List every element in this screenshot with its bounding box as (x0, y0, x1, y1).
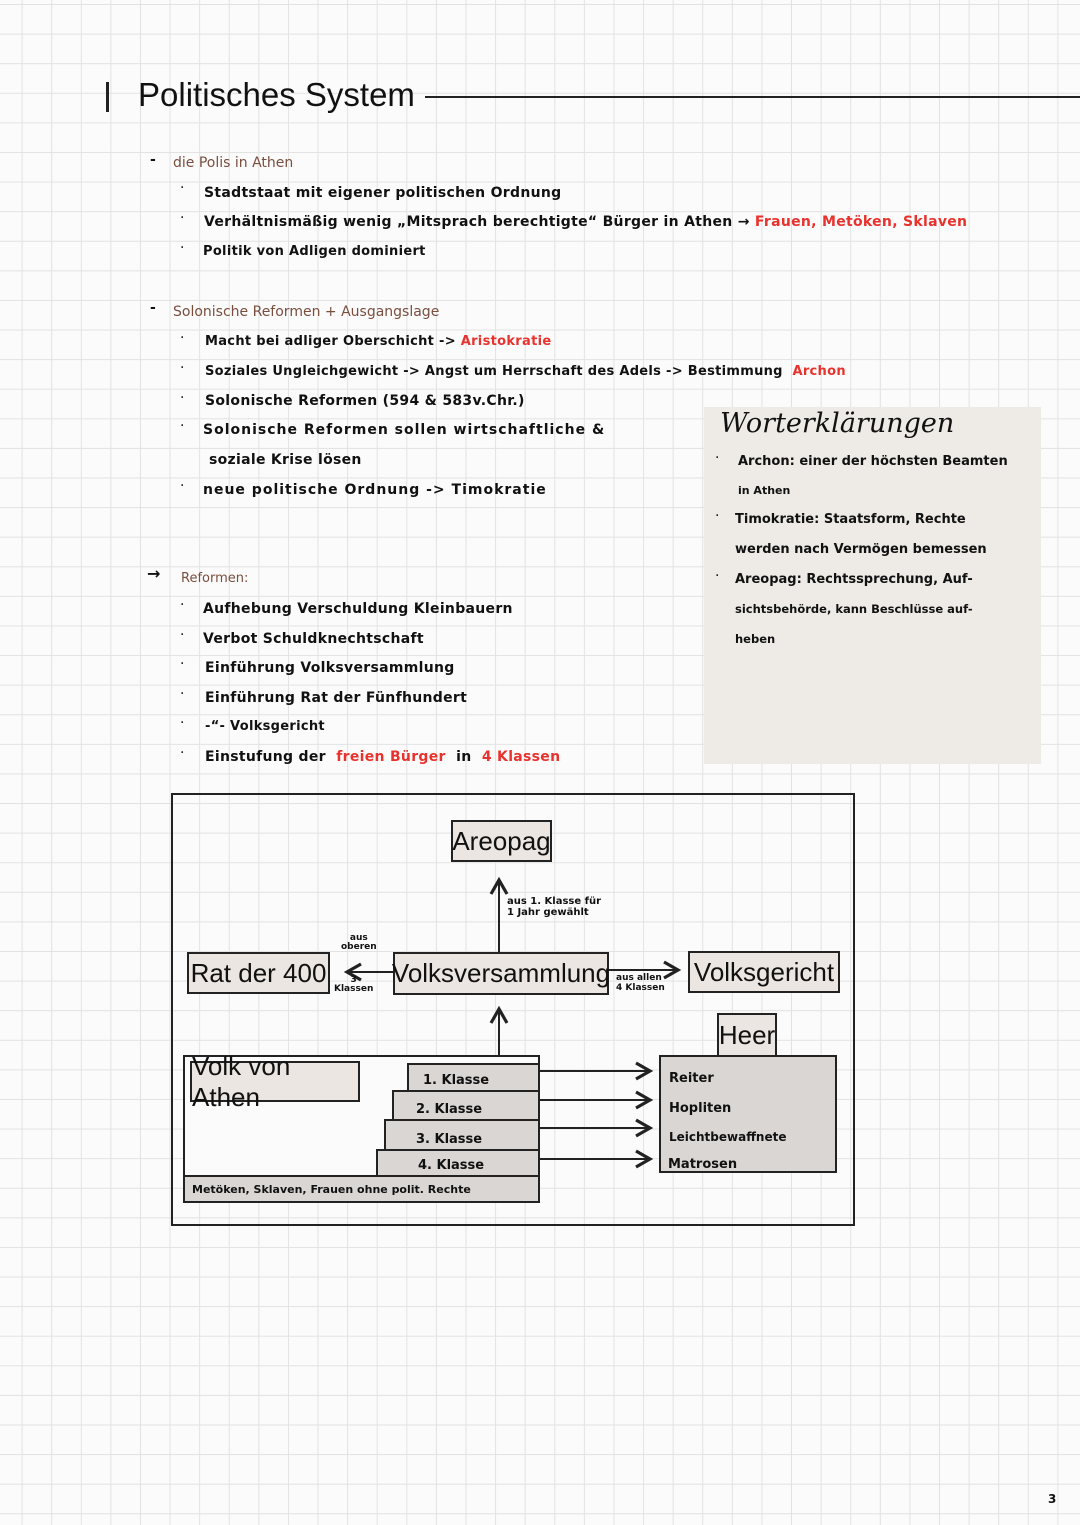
volksgericht-note: aus allen 4 Klassen (616, 973, 665, 993)
glossary-line: Timokratie: Staatsform, Rechte (735, 512, 966, 527)
heer-item: Leichtbewaffnete (669, 1130, 787, 1144)
areopag-box: Areopag (451, 820, 552, 862)
bullet: · (180, 627, 185, 643)
heer-item: Matrosen (668, 1157, 738, 1172)
list-item: Einführung Volksversammlung (205, 660, 455, 676)
glossary-line: heben (735, 632, 776, 646)
list-item: Politik von Adligen dominiert (203, 244, 426, 259)
bullet: · (715, 568, 720, 584)
bullet: · (180, 686, 185, 702)
list-item: Verbot Schuldknechtschaft (203, 631, 424, 647)
glossary-line: werden nach Vermögen bemessen (735, 542, 987, 557)
bullet: · (180, 180, 185, 196)
dash: - (150, 300, 157, 316)
bullet: · (180, 656, 185, 672)
section-heading-polis: die Polis in Athen (173, 155, 294, 171)
red-highlight: Frauen, Metöken, Sklaven (754, 214, 968, 230)
rat-note-top: aus oberen (341, 933, 377, 952)
glossary-line: Archon: einer der höchsten Beamten (738, 454, 1008, 469)
section-heading-reformen-list: Reformen: (181, 571, 249, 586)
bullet: · (715, 450, 720, 466)
page-number: 3 (1048, 1492, 1057, 1506)
bullet: · (715, 508, 720, 524)
bullet: · (180, 745, 185, 761)
list-item: Einführung Rat der Fünfhundert (205, 690, 468, 706)
list-item: Solonische Reformen (594 & 583v.Chr.) (205, 393, 525, 409)
bullet: · (180, 240, 185, 256)
volksversammlung-box: Volksversammlung (393, 952, 609, 995)
ohne-rechte-bar: Metöken, Sklaven, Frauen ohne polit. Rechte (183, 1175, 540, 1203)
list-item: Macht bei adliger Oberschicht -> Aristokratie (205, 334, 552, 349)
bullet: · (180, 597, 185, 613)
glossary-title: Worterklärungen (720, 408, 955, 439)
arrow-icon: → (147, 564, 161, 583)
bullet: · (180, 330, 185, 346)
dash: - (150, 152, 157, 168)
bullet: · (180, 360, 185, 376)
bullet: · (180, 210, 185, 226)
rat-note-bottom: 3 Klassen (334, 975, 374, 994)
klasse-3: 3. Klasse (384, 1119, 540, 1151)
klasse-2: 2. Klasse (392, 1090, 540, 1121)
rat-box: Rat der 400 (187, 952, 330, 994)
volk-box: Volk von Athen (190, 1061, 360, 1102)
list-item: Aufhebung Verschuldung Kleinbauern (203, 601, 513, 617)
page-title: Politisches System (138, 76, 415, 113)
list-item: Verhältnismäßig wenig „Mitsprach berechtigte“ Bürger in Athen → Frauen, Metöken, Sklaven (204, 214, 968, 230)
list-item: neue politische Ordnung -> Timokratie (203, 482, 547, 498)
bullet: · (180, 715, 185, 731)
glossary-line: sichtsbehörde, kann Beschlüsse auf- (735, 602, 973, 616)
klasse-4: 4. Klasse (376, 1149, 540, 1177)
list-item: Solonische Reformen sollen wirtschaftliche & (203, 422, 606, 438)
list-item: Stadtstaat mit eigener politischen Ordnung (204, 185, 562, 201)
bullet: · (180, 418, 185, 434)
list-item: Soziales Ungleichgewicht -> Angst um Herrschaft des Adels -> Bestimmung Archon (205, 364, 846, 379)
list-item: Einstufung der freien Bürger in 4 Klassen (205, 749, 561, 765)
list-item: -“- Volksgericht (205, 719, 325, 734)
heer-box: Heer (717, 1013, 777, 1057)
bullet: · (180, 390, 185, 406)
areopag-note: aus 1. Klasse für 1 Jahr gewählt (507, 896, 602, 918)
klasse-1: 1. Klasse (407, 1063, 540, 1092)
section-heading-reformen: Solonische Reformen + Ausgangslage (173, 304, 440, 320)
volksgericht-box: Volksgericht (688, 951, 840, 993)
heer-item: Hopliten (669, 1101, 732, 1116)
glossary-line: in Athen (738, 484, 791, 497)
list-item: soziale Krise lösen (209, 452, 362, 468)
bullet: · (180, 478, 185, 494)
glossary-line: Areopag: Rechtssprechung, Auf- (735, 572, 973, 587)
heer-item: Reiter (669, 1071, 714, 1086)
